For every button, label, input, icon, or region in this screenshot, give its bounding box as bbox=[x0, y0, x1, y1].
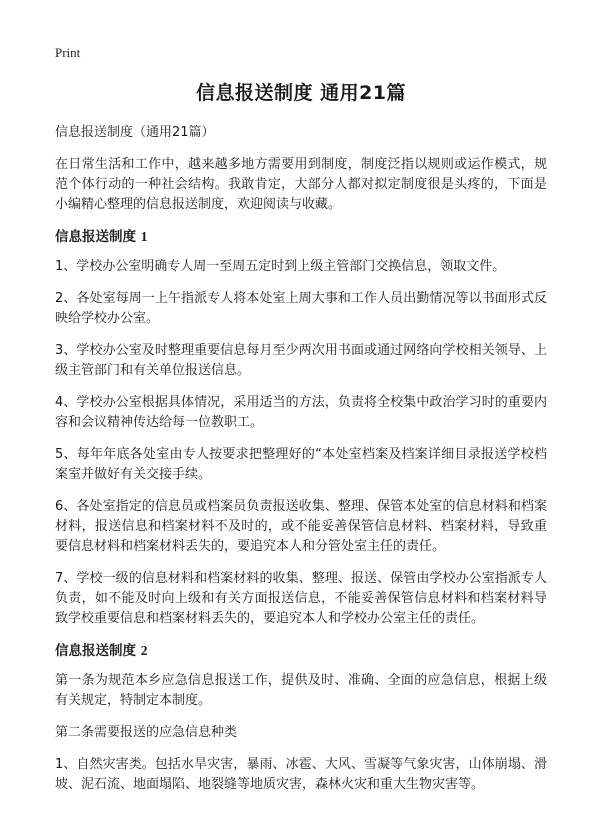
list-item: 1、学校办公室明确专人周一至周五定时到上级主管部门交换信息，领取文件。 bbox=[55, 259, 506, 274]
intro-paragraph: 在日常生活和工作中，越来越多地方需要用到制度，制度泛指以规则或运作模式，规范个体行动的一种社会结构。我敢肯定，大部分人都对拟定制度很是头疼的，下面是小编精心整理的信息报送制度，欢迎阅读与收藏。 bbox=[55, 157, 547, 212]
section-heading-1 bbox=[55, 227, 547, 247]
list-item: 1、自然灾害类。包括水旱灾害，暴雨、冰雹、大风、雪凝等气象灾害，山体崩塌、滑坡、泥石流、地面塌陷、地裂缝等地质灾害，森林火灾和重大生物灾害等。 bbox=[55, 757, 547, 792]
list-item: 第二条需要报送的应急信息种类 bbox=[55, 725, 238, 740]
print-link[interactable]: Print bbox=[55, 45, 81, 60]
list-item: 2、各处室每周一上午指派专人将本处室上周大事和工作人员出勤情况等以书面形式反映给学校办公室。 bbox=[55, 291, 547, 326]
section-heading-2 bbox=[55, 641, 547, 661]
section-heading-text: 信息报送制度 bbox=[55, 229, 136, 245]
list-item: 7、学校一级的信息材料和档案材料的收集、整理、报送、保管由学校办公室指派专人负责，如不能及时向上级和有关方面报送信息，不能妥善保管信息材料和档案材料导致学校重要信息和档案材料丢失的，要追究本人和学校办公室主任的责任。 bbox=[55, 571, 547, 626]
list-item: 第一条为规范本乡应急信息报送工作，提供及时、准确、全面的应急信息，根据上级有关规定，特制定本制度。 bbox=[55, 673, 547, 708]
document-body bbox=[55, 78, 547, 807]
list-item: 3、学校办公室及时整理重要信息每月至少两次用书面或通过网络向学校相关领导、上级主管部门和有关单位报送信息。 bbox=[55, 343, 547, 378]
list-item: 6、各处室指定的信息员或档案员负责报送收集、整理、保管本处室的信息材料和档案材料，报送信息和档案材料不及时的，或不能妥善保管信息材料、档案材料，导致重要信息材料和档案材料丢失的，要追究本人和分管处室主任的责任。 bbox=[55, 499, 547, 554]
section-heading-text: 信息报送制度 bbox=[55, 643, 136, 659]
section-heading-number: 2 bbox=[140, 643, 148, 658]
list-item: 4、学校办公室根据具体情况，采用适当的方法，负责将全校集中政治学习时的重要内容和会议精神传达给每一位教职工。 bbox=[55, 395, 547, 430]
page-title: 信息报送制度 通用21篇 bbox=[195, 82, 407, 104]
list-item: 5、每年年底各处室由专人按要求把整理好的“本处室档案及档案详细目录报送学校档案室并做好有关交接手续。 bbox=[55, 447, 547, 482]
section-heading-number: 1 bbox=[140, 229, 148, 244]
document-subtitle: 信息报送制度（通用21篇） bbox=[55, 125, 215, 140]
